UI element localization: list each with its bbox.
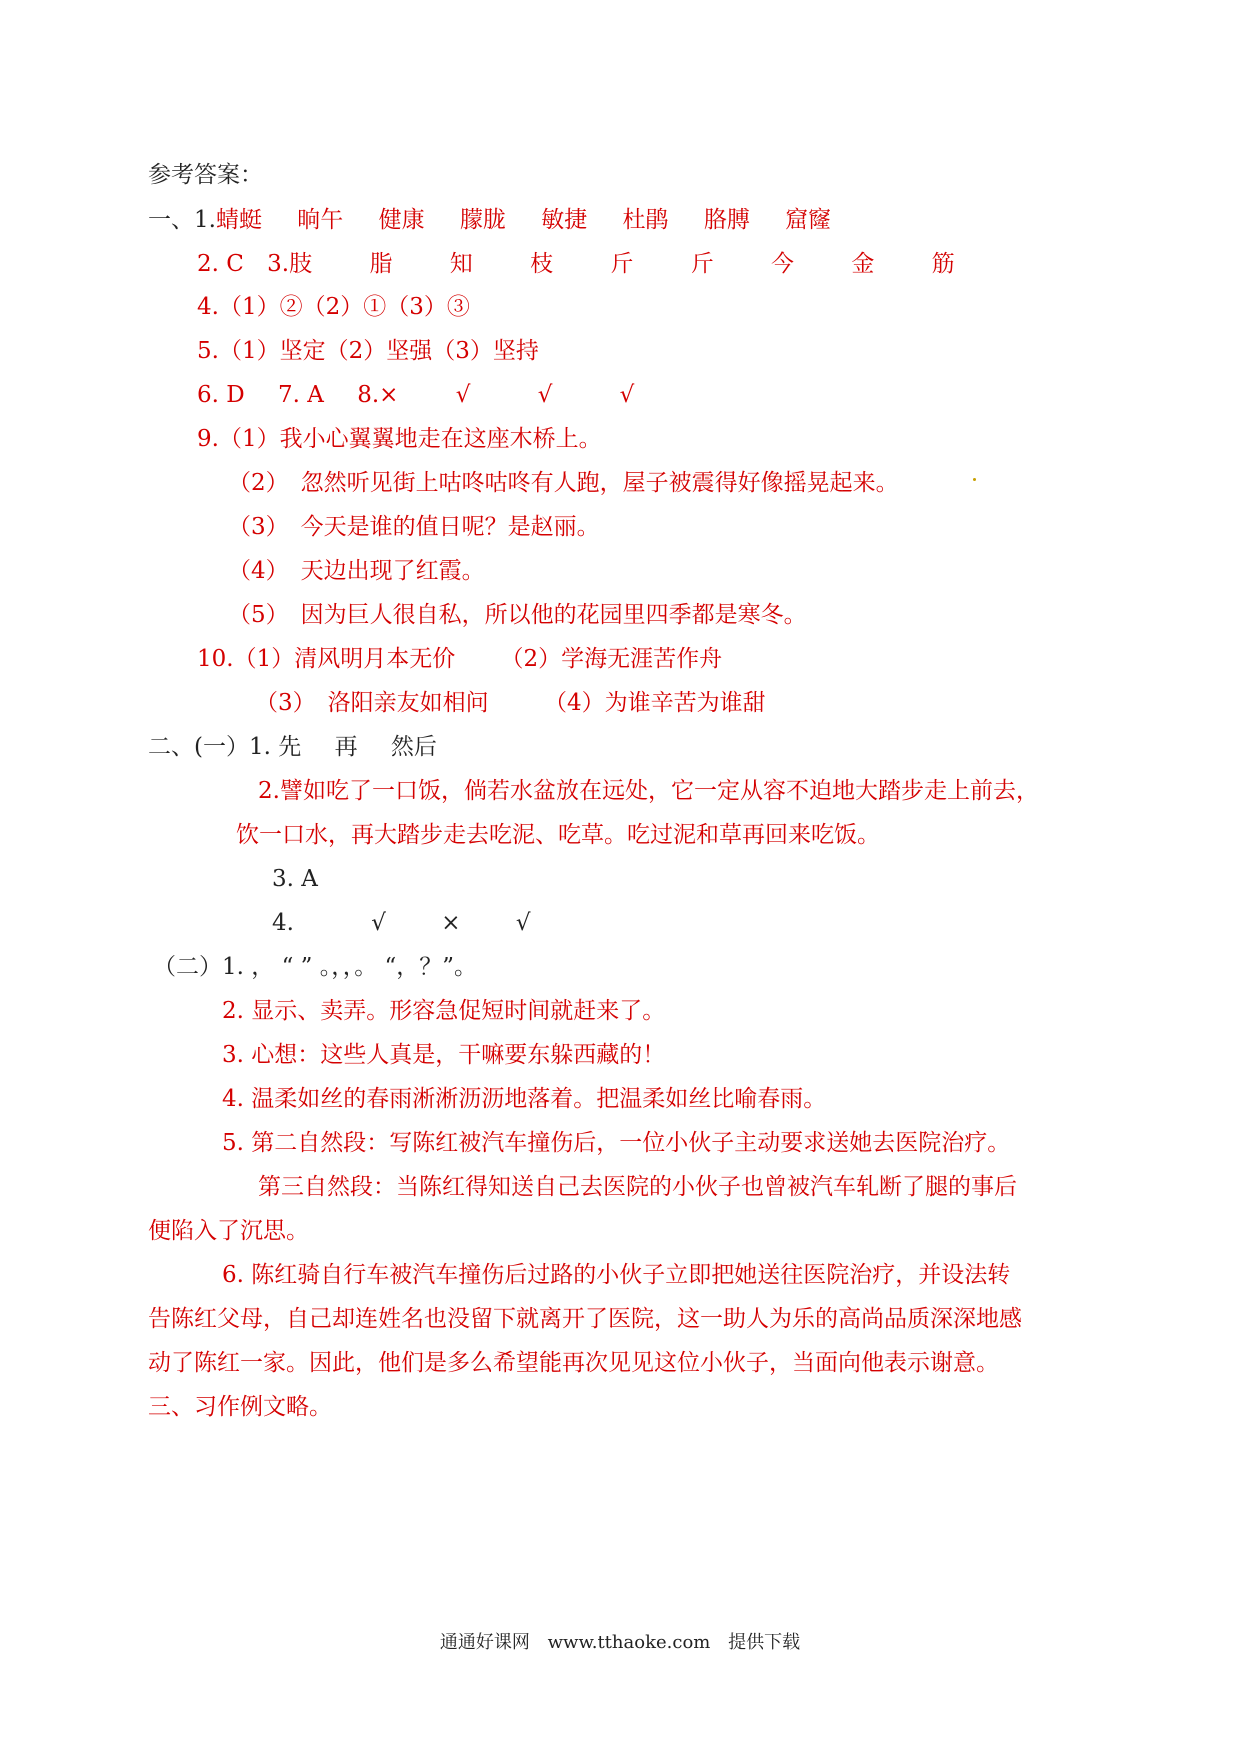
footer-note: 提供下载 (728, 1632, 801, 1653)
q8-label: 8.× (357, 382, 399, 408)
s6-line-1: 6. 陈红骑自行车被汽车撞伤后过路的小伙子立即把她送往医院治疗，并设法转 (222, 1262, 1011, 1288)
q9-item-text: 今天是谁的值日呢？是赵丽。 (300, 514, 600, 540)
q3-char: 筋 (931, 251, 955, 277)
p1-word: 再 (334, 734, 358, 760)
section2-row-1 (148, 732, 437, 762)
q8-mark: √ (455, 382, 471, 408)
section3-answer: 三、习作例文略。 (148, 1394, 332, 1420)
q7-answer: 7. A (278, 382, 324, 408)
word-7: 胳膊 (703, 207, 750, 233)
p3-answer: 3. A (272, 866, 318, 892)
q9-answer-4 (228, 556, 485, 586)
q8-mark: √ (537, 382, 553, 408)
sub2-row-1 (153, 952, 477, 982)
q3-char: 金 (851, 251, 875, 277)
q3-char: 脂 (369, 251, 393, 277)
s1-answer: 1. ， “ ” 。，，。 “，？”。 (222, 954, 478, 980)
word-3: 健康 (378, 207, 425, 233)
q9-item-text: 忽然听见街上咕咚咕咚有人跑，屋子被震得好像摇晃起来。 (300, 470, 899, 496)
q3-char: 今 (771, 251, 794, 277)
q2-answer: 2. C (197, 251, 244, 277)
section1-prefix: 一、1. (148, 207, 216, 233)
q9-answer-5 (228, 600, 807, 630)
s3-answer: 3. 心想：这些人真是，干嘛要东躲西藏的！ (222, 1042, 666, 1068)
word-1: 蜻蜓 (215, 207, 262, 233)
q3-char: 枝 (530, 251, 554, 277)
q10-answer-2: （2）学海无涯苦作舟 (500, 646, 723, 672)
word-6: 杜鹃 (622, 207, 669, 233)
q9-answer-1: 9.（1）我小心翼翼地走在这座木桥上。 (197, 426, 602, 452)
s5-line-3: 便陷入了沉思。 (148, 1218, 309, 1244)
sub2-prefix: （二） (153, 954, 222, 980)
page-title: 参考答案： (148, 162, 263, 188)
q9-answer-2 (228, 468, 899, 498)
q9-item-num: （2） (228, 470, 289, 496)
q10-row-1 (197, 644, 722, 674)
q9-item-num: （5） (228, 602, 289, 628)
p1-word: 然后 (390, 734, 437, 760)
stray-dot (973, 478, 976, 481)
word-8: 窟窿 (785, 207, 832, 233)
s2-answer: 2. 显示、卖弄。形容急促短时间就赶来了。 (222, 998, 666, 1024)
q10-num-3: （3） (255, 690, 316, 716)
q9-item-num: （3） (228, 514, 289, 540)
s5-line-2: 第三自然段：当陈红得知送自己去医院的小伙子也曾被汽车轧断了腿的事后 (258, 1174, 1017, 1200)
q9-item-num: （4） (228, 558, 289, 584)
p4-row (272, 908, 530, 938)
p4-mark: √ (515, 910, 531, 936)
q3-char: 斤 (690, 251, 714, 277)
word-4: 朦胧 (459, 207, 506, 233)
p4-mark: × (441, 910, 461, 936)
section1-words-row (148, 205, 831, 235)
q10-answer-1: 10.（1）清风明月本无价 (197, 646, 456, 672)
q3-char: 斤 (610, 251, 634, 277)
q2-q3-row (197, 249, 955, 279)
q5-answer: 5.（1）坚定（2）坚强（3）坚持 (197, 338, 539, 364)
section2-prefix: 二、(一） (148, 734, 249, 760)
q8-mark: √ (619, 382, 635, 408)
p2-line-2: 饮一口水，再大踏步走去吃泥、吃草。吃过泥和草再回来吃饭。 (236, 822, 880, 848)
s6-line-3: 动了陈红一家。因此，他们是多么希望能再次见见这位小伙子，当面向他表示谢意。 (148, 1350, 999, 1376)
q10-answer-4: （4）为谁辛苦为谁甜 (543, 690, 766, 716)
q9-item-text: 因为巨人很自私，所以他的花园里四季都是寒冬。 (300, 602, 807, 628)
word-5: 敏捷 (541, 207, 588, 233)
q6-q8-row (197, 380, 634, 410)
q4-answer: 4.（1）②（2）①（3）③ (197, 294, 470, 320)
p2-line-1: 2.譬如吃了一口饭，倘若水盆放在远处，它一定从容不迫地大踏步走上前去， (258, 778, 1039, 804)
p1-label: 1. 先 (248, 734, 302, 760)
q10-row-2 (255, 688, 766, 718)
s6-line-2: 告陈红父母，自己却连姓名也没留下就离开了医院，这一助人为乐的高尚品质深深地感 (148, 1306, 1022, 1332)
s5-line-1: 5. 第二自然段：写陈红被汽车撞伤后，一位小伙子主动要求送她去医院治疗。 (222, 1130, 1011, 1156)
footer-url[interactable]: www.tthaoke.com (547, 1632, 711, 1653)
s4-answer: 4. 温柔如丝的春雨淅淅沥沥地落着。把温柔如丝比喻春雨。 (222, 1086, 827, 1112)
q9-item-text: 天边出现了红霞。 (300, 558, 485, 584)
q10-answer-3: 洛阳亲友如相问 (327, 690, 489, 716)
q9-answer-3 (228, 512, 600, 542)
q3-char: 知 (449, 251, 473, 277)
q3-label: 3.肢 (267, 251, 313, 277)
p4-label: 4. (272, 910, 294, 936)
p4-mark: √ (371, 910, 386, 936)
footer (0, 1628, 1240, 1654)
word-2: 晌午 (297, 207, 344, 233)
q6-answer: 6. D (197, 382, 245, 408)
footer-site: 通通好课网 (439, 1632, 530, 1653)
